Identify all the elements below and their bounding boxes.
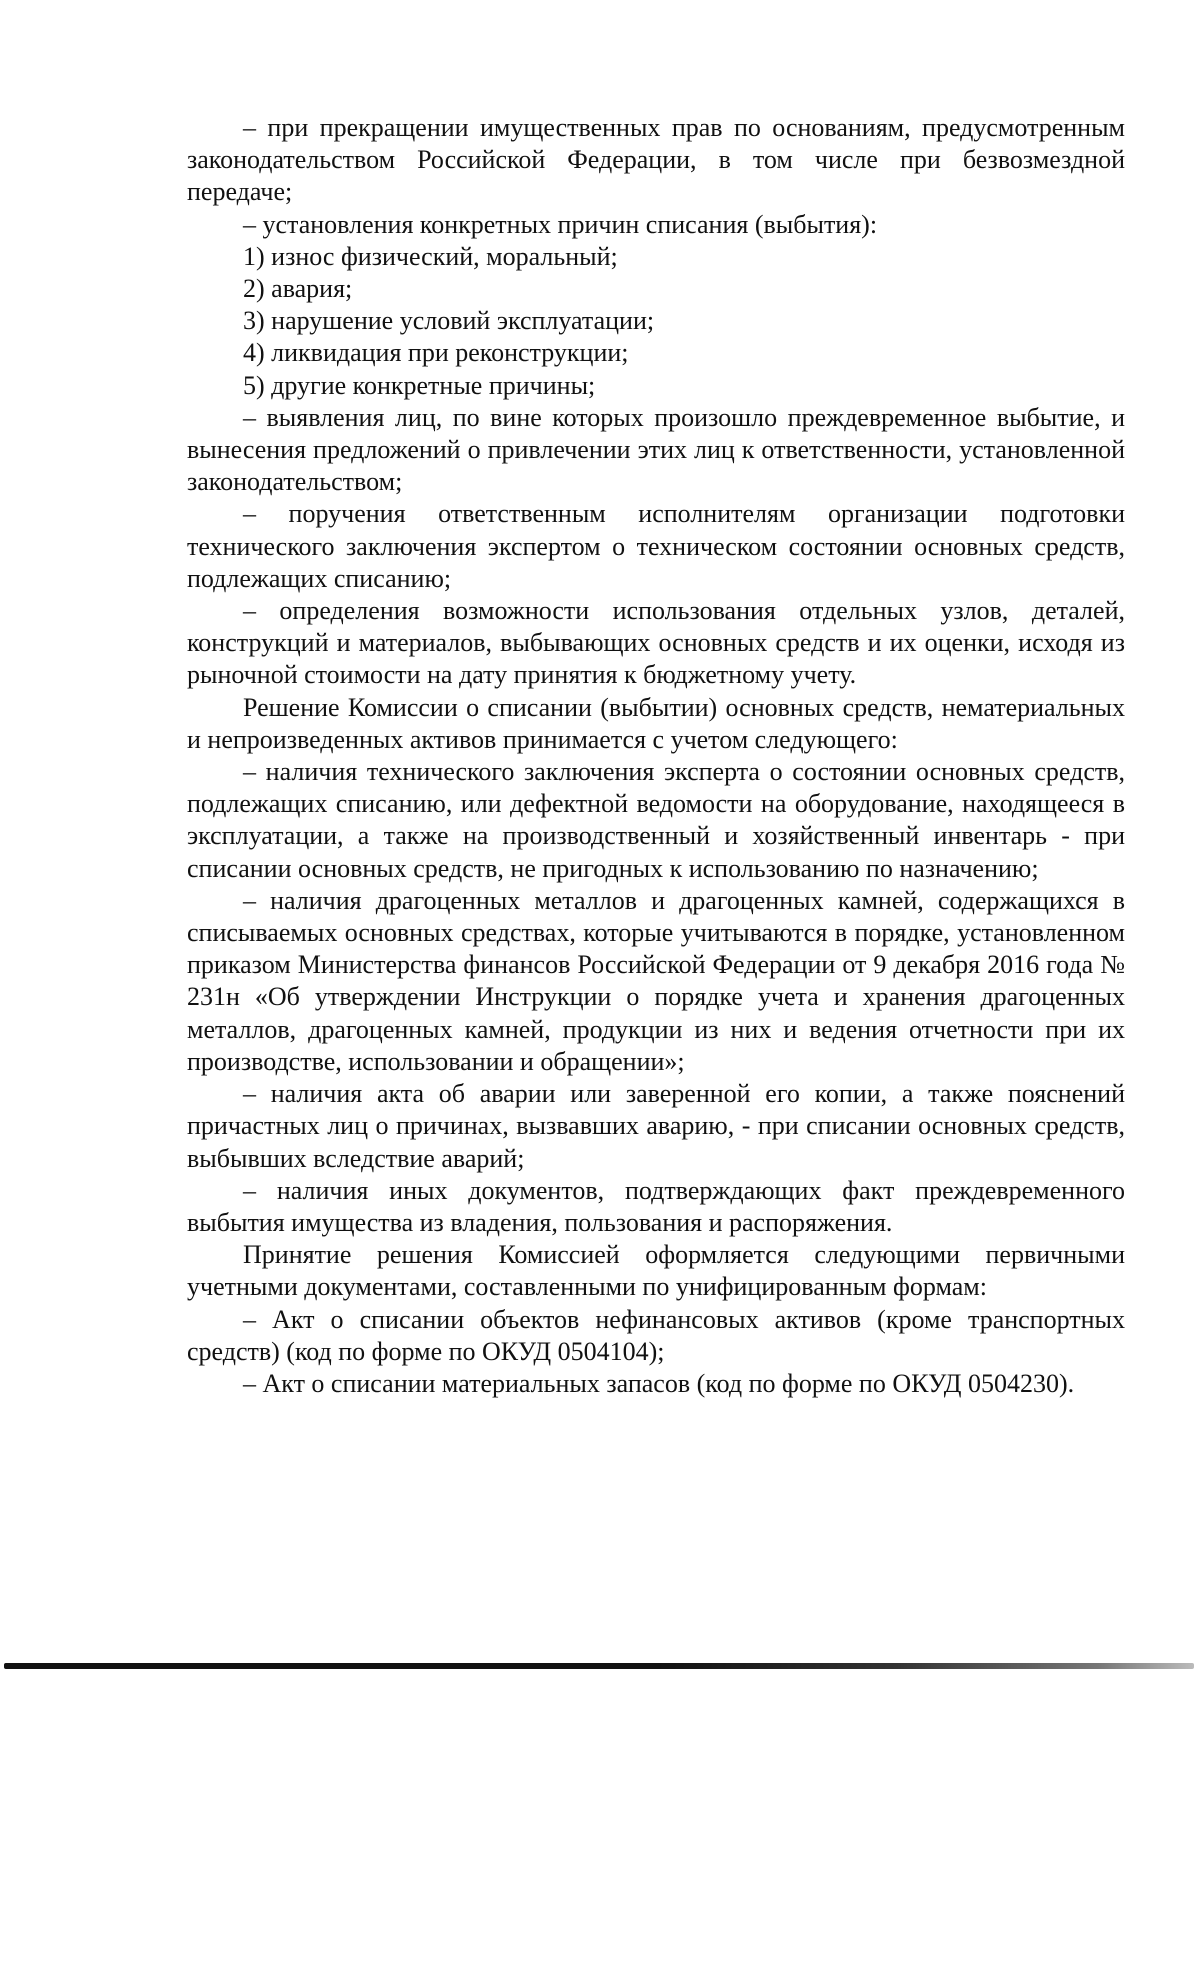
paragraph-technical-conclusion: – поручения ответственным исполнителям организации подготовки технического заключения экспертом о техническом состоянии основных средств, подлежащих списанию; bbox=[187, 499, 1125, 593]
paragraph-responsible-persons: – выявления лиц, по вине которых произошло преждевременное выбытие, и вынесения предложений о привлечении этих лиц к ответственности, установленной законодательством; bbox=[187, 402, 1125, 497]
horizontal-rule bbox=[4, 1663, 1194, 1669]
paragraph-primary-documents: Принятие решения Комиссией оформляется следующими первичными учетными документами, составленными по унифицированным формам: bbox=[187, 1240, 1125, 1302]
paragraph-act-material-stocks: – Акт о списании материальных запасов (код по форме по ОКУД 0504230). bbox=[243, 1368, 1075, 1398]
paragraph-precious-metals: – наличия драгоценных металлов и драгоценных камней, содержащихся в списываемых основных средствах, которые учитываются в порядке, установленном приказом Министерства финансов Российской Федерации от 9 декабря 2016 года № 231н «Об утверждении Инструкции о порядке учета и хранения драгоценных металлов, драгоценных камней, продукции из них и ведения отчетности при их производстве, использовании и обращении»; bbox=[187, 885, 1125, 1076]
list-item-liquidation: 4) ликвидация при реконструкции; bbox=[243, 338, 629, 368]
paragraph-transfer-rights: – при прекращении имущественных прав по основаниям, предусмотренным законодательством Российской Федерации, в том числе при безвозмездной передаче; bbox=[187, 113, 1125, 207]
list-item-accident: 2) авария; bbox=[243, 274, 353, 304]
list-item-wear: 1) износ физический, моральный; bbox=[243, 241, 618, 271]
paragraph-other-documents: – наличия иных документов, подтверждающих факт преждевременного выбытия имущества из владения, пользования и распоряжения. bbox=[187, 1175, 1125, 1237]
paragraph-commission-decision: Решение Комиссии о списании (выбытии) основных средств, нематериальных и непроизведенных активов принимается с учетом следующего: bbox=[187, 692, 1125, 754]
list-item-operation-violation: 3) нарушение условий эксплуатации; bbox=[243, 306, 655, 336]
paragraph-expert-conclusion: – наличия технического заключения эксперта о состоянии основных средств, подлежащих списанию, или дефектной ведомости на оборудование, находящееся в эксплуатации, а также на производственный и хозяйственный инвентарь - при списании основных средств, не пригодных к использованию по назначению; bbox=[187, 757, 1125, 883]
list-item-other-reasons: 5) другие конкретные причины; bbox=[243, 370, 596, 400]
paragraph-reuse-parts: – определения возможности использования отдельных узлов, деталей, конструкций и материалов, выбывающих основных средств и их оценки, исходя из рыночной стоимости на дату принятия к бюджетному учету. bbox=[187, 596, 1125, 690]
document-body bbox=[187, 112, 1125, 1400]
paragraph-act-nonfinancial-assets: – Акт о списании объектов нефинансовых активов (кроме транспортных средств) (код по форме по ОКУД 0504104); bbox=[187, 1304, 1125, 1366]
paragraph-write-off-reasons: – установления конкретных причин списания (выбытия): bbox=[243, 209, 878, 239]
paragraph-accident-act: – наличия акта об аварии или заверенной его копии, а также пояснений причастных лиц о причинах, вызвавших аварию, - при списании основных средств, выбывших вследствие аварий; bbox=[187, 1079, 1125, 1173]
